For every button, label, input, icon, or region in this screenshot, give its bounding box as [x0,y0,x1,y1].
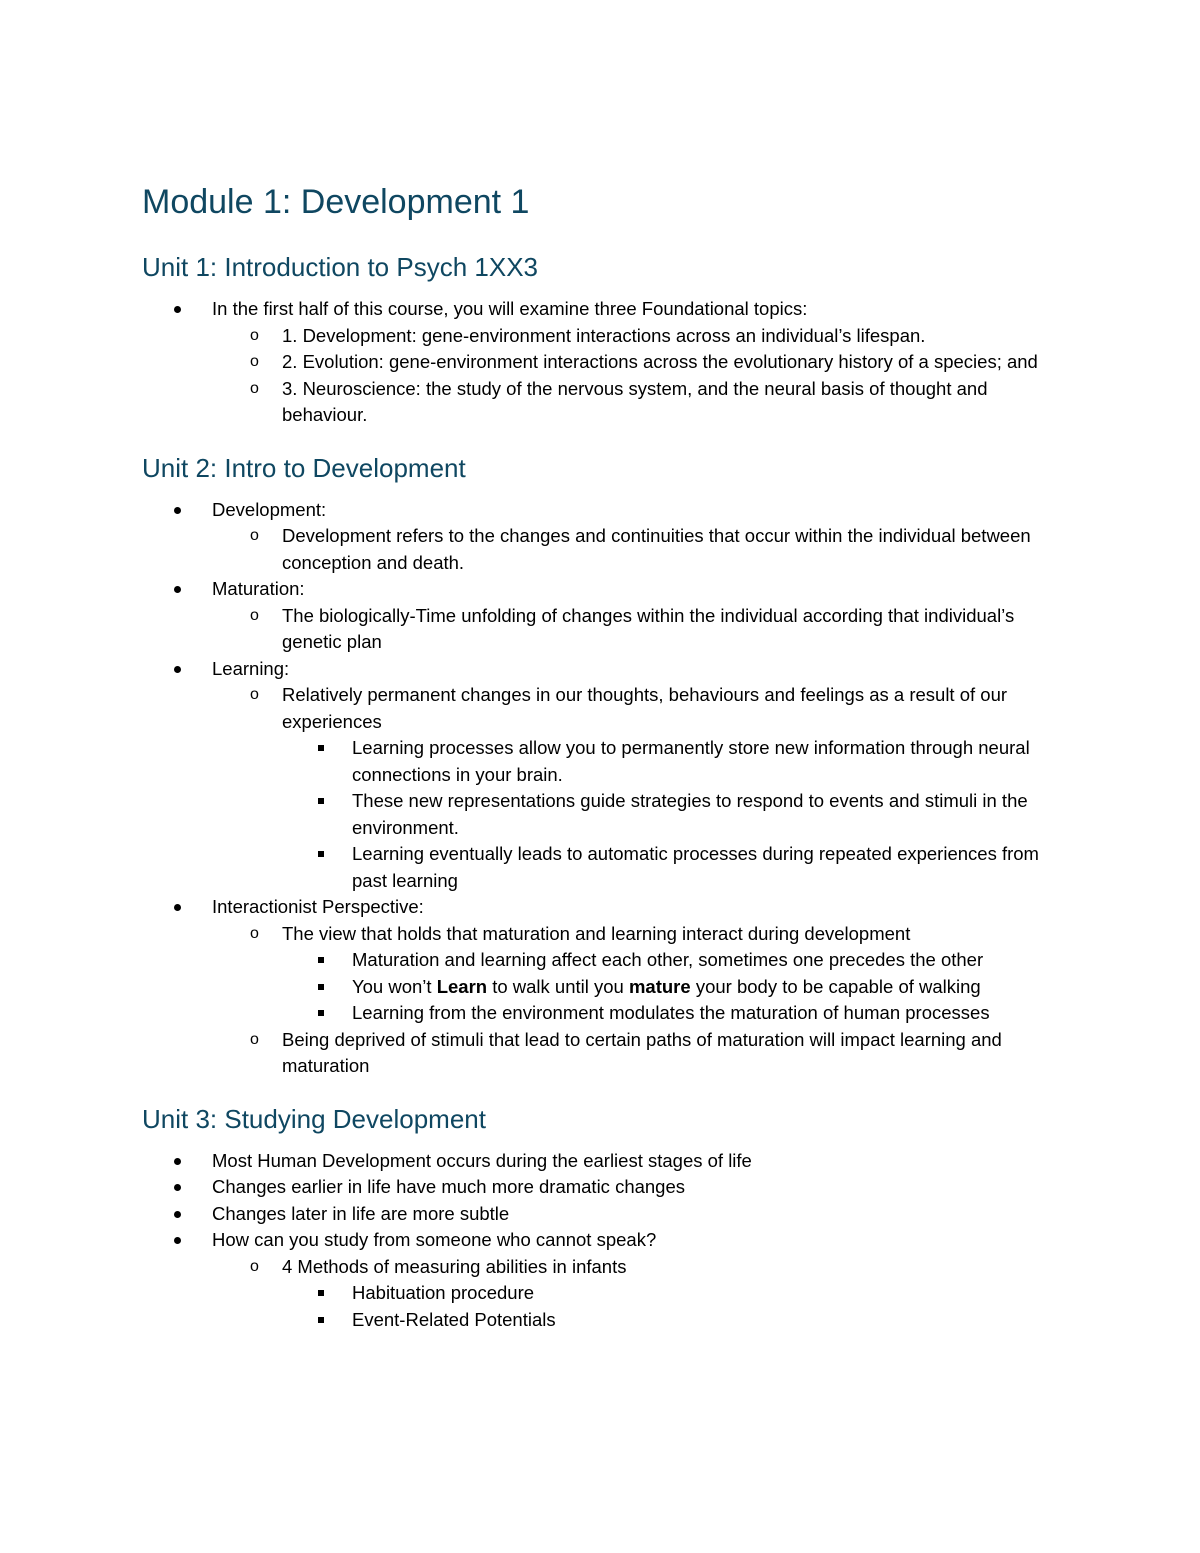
list-item [212,1254,1072,1334]
document-page [142,180,1072,1355]
bullet-dot-icon [174,1237,181,1244]
bullet-list-level-2 [212,523,1072,576]
bullet-dot-icon [174,586,181,593]
list-item [142,894,1072,1080]
list-item [282,1307,1072,1334]
bullet-list-level-1 [142,296,1072,429]
list-item-text: The view that holds that maturation and learning interact during development [282,922,911,944]
list-item-text: In the first half of this course, you will examine three Foundational topics: [212,298,808,319]
bullet-dot-icon [174,904,181,911]
list-item [142,1174,1072,1201]
list-item-text: Changes earlier in life have much more dramatic changes [212,1176,686,1197]
bullet-square-icon [318,1317,324,1323]
list-item-text: Development refers to the changes and continuities that occur within the individual between conception and death. [282,525,1031,573]
list-item [142,1148,1072,1175]
list-item [212,323,1072,350]
list-item [282,974,1072,1001]
bullet-square-icon [318,1290,324,1296]
list-item [282,1000,1072,1027]
bullet-list-level-3 [282,1280,1072,1333]
bullet-circle-icon: o [250,924,259,942]
bullet-circle-icon: o [250,686,259,703]
list-item-text: Most Human Development occurs during the earliest stages of life [212,1149,752,1171]
list-item-text: Learning from the environment modulates the maturation of human processes [352,1002,990,1023]
units-container [142,250,1072,1333]
list-item [282,788,1072,841]
unit-heading: Unit 1: Introduction to Psych 1XX3 [142,252,538,282]
list-item-text: Maturation and learning affect each other, sometimes one precedes the other [352,949,984,970]
bullet-dot-icon [174,1158,181,1165]
list-item-text: Being deprived of stimuli that lead to certain paths of maturation will impact learning and maturation [282,1028,1002,1076]
bullet-dot-icon [174,1184,181,1191]
list-item [212,523,1072,576]
bullet-square-icon [318,1010,324,1016]
bullet-dot-icon [174,666,181,673]
list-item [142,296,1072,429]
list-item-text: Habituation procedure [352,1282,535,1303]
bullet-list-level-1 [142,1148,1072,1334]
bullet-square-icon [318,984,324,990]
bullet-dot-icon [174,306,181,313]
bullet-list-level-3 [282,735,1072,894]
bullet-list-level-2 [212,921,1072,1080]
list-item-text: These new representations guide strategies to respond to events and stimuli in the environment. [352,790,1028,838]
list-item-text: The biologically-Time unfolding of changes within the individual according that individual’s genetic plan [282,604,1015,652]
list-item [282,735,1072,788]
list-item-text: 1. Development: gene-environment interactions across an individual’s lifespan. [282,324,926,346]
bullet-dot-icon [174,507,181,514]
bullet-square-icon [318,798,324,804]
bullet-circle-icon: o [250,1257,259,1275]
list-item [212,682,1072,894]
list-item [282,947,1072,974]
list-item [212,1027,1072,1080]
bullet-circle-icon: o [250,353,259,370]
bullet-list-level-3 [282,947,1072,1027]
list-item-text: Interactionist Perspective: [212,896,424,917]
bullet-list-level-2 [212,1254,1072,1334]
list-item [282,1280,1072,1307]
bullet-circle-icon: o [250,1030,259,1048]
list-item-text: Relatively permanent changes in our thoughts, behaviours and feelings as a result of our experiences [282,684,1008,732]
bold-text: mature [628,975,691,997]
bullet-square-icon [318,957,324,963]
list-item-text: Learning processes allow you to permanently store new information through neural connections in your brain. [352,737,1030,785]
bullet-dot-icon [174,1211,181,1218]
bullet-circle-icon: o [250,606,259,624]
list-item-text: Maturation: [212,578,305,599]
list-item-text: 2. Evolution: gene-environment interactions across the evolutionary history of a species; and [282,351,1038,372]
list-item [142,576,1072,656]
bullet-list-level-2 [212,603,1072,656]
bullet-circle-icon: o [250,326,259,344]
list-item-text: Learning eventually leads to automatic processes during repeated experiences from past learning [352,843,1039,891]
bullet-list-level-2 [212,682,1072,894]
list-item-text: Learning: [212,657,290,679]
bold-text: Learn [436,975,488,997]
bullet-list-level-1 [142,497,1072,1080]
list-item-text: How can you study from someone who cannot speak? [212,1229,657,1250]
text-fragment: your body to be capable of walking [690,975,981,997]
list-item [282,841,1072,894]
bullet-circle-icon: o [250,527,259,544]
unit-section [142,1102,1072,1334]
list-item [212,376,1072,429]
list-item-text: 3. Neuroscience: the study of the nervous system, and the neural basis of thought and behaviour. [282,377,988,425]
unit-section [142,250,1072,429]
unit-section [142,451,1072,1080]
list-item [212,603,1072,656]
list-item-text: Event-Related Potentials [352,1308,556,1330]
list-item [212,349,1072,376]
list-item [142,1227,1072,1333]
bullet-list-level-2 [212,323,1072,429]
list-item-text: 4 Methods of measuring abilities in infants [282,1255,627,1277]
page-title: Module 1: Development 1 [142,183,530,221]
list-item [142,497,1072,577]
list-item [142,1201,1072,1228]
list-item-text [352,976,981,997]
list-item [142,656,1072,895]
unit-heading: Unit 3: Studying Development [142,1103,486,1134]
list-item-text: Changes later in life are more subtle [212,1202,510,1224]
list-item-text: Development: [212,498,327,520]
bullet-square-icon [318,851,324,857]
unit-heading: Unit 2: Intro to Development [142,452,466,483]
bullet-circle-icon: o [250,379,259,397]
text-fragment: You won’t [352,975,437,997]
bullet-square-icon [318,745,324,751]
text-fragment: to walk until you [487,975,629,997]
list-item [212,921,1072,1027]
